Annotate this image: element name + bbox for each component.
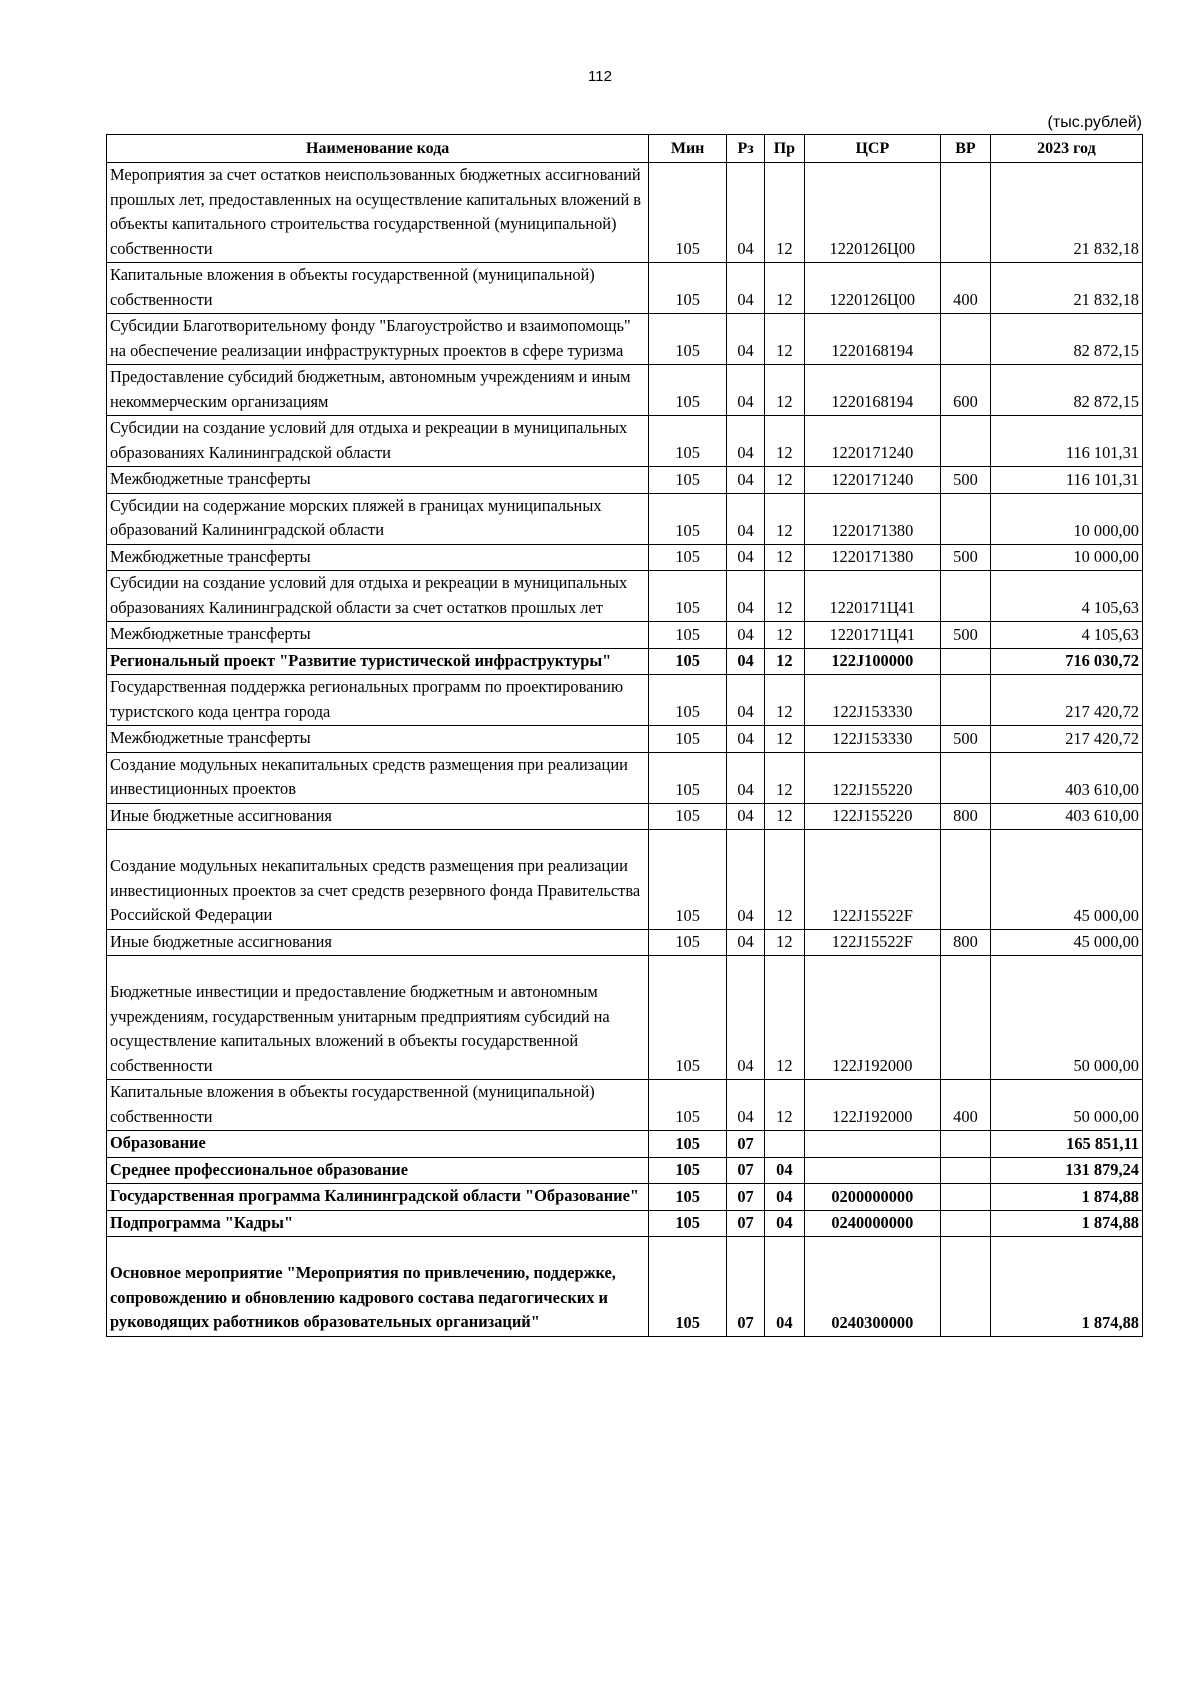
header-name: Наименование кода: [107, 135, 649, 163]
budget-table: [106, 134, 1143, 1337]
cell-min: 105: [649, 163, 727, 263]
cell-pr: 12: [765, 1080, 804, 1131]
table-row: [107, 263, 1143, 314]
cell-csr: 1220171380: [804, 544, 941, 571]
cell-pr: 12: [765, 648, 804, 675]
cell-rz: 07: [726, 1210, 764, 1237]
cell-csr: 122J100000: [804, 648, 941, 675]
cell-sum: 217 420,72: [990, 675, 1142, 726]
table-row: [107, 1237, 1143, 1337]
cell-vr: [941, 675, 991, 726]
cell-rz: 04: [726, 929, 764, 956]
cell-min: 105: [649, 1237, 727, 1337]
cell-pr: 04: [765, 1237, 804, 1337]
cell-csr: 122J153330: [804, 726, 941, 753]
cell-pr: 12: [765, 467, 804, 494]
cell-name: Предоставление субсидий бюджетным, автономным учреждениям и иным некоммерческим организациям: [107, 365, 649, 416]
cell-name: Межбюджетные трансферты: [107, 622, 649, 649]
cell-min: 105: [649, 544, 727, 571]
cell-sum: 1 874,88: [990, 1184, 1142, 1211]
cell-rz: 04: [726, 467, 764, 494]
cell-sum: 1 874,88: [990, 1237, 1142, 1337]
cell-name: Государственная программа Калининградской области "Образование": [107, 1184, 649, 1211]
cell-name: Подпрограмма "Кадры": [107, 1210, 649, 1237]
cell-csr: 1220168194: [804, 314, 941, 365]
cell-vr: [941, 493, 991, 544]
cell-rz: 04: [726, 263, 764, 314]
cell-sum: 116 101,31: [990, 467, 1142, 494]
cell-csr: 1220126Ц00: [804, 263, 941, 314]
cell-name: Иные бюджетные ассигнования: [107, 803, 649, 830]
cell-csr: 1220171Ц41: [804, 571, 941, 622]
cell-name: Основное мероприятие "Мероприятия по привлечению, поддержке, сопровождению и обновлению кадрового состава педагогических и руководящих работников образовательных организаций": [107, 1237, 649, 1337]
cell-name: Государственная поддержка региональных программ по проектированию туристского кода центра города: [107, 675, 649, 726]
cell-sum: 131 879,24: [990, 1157, 1142, 1184]
cell-sum: 50 000,00: [990, 956, 1142, 1080]
cell-min: 105: [649, 929, 727, 956]
cell-csr: [804, 1131, 941, 1158]
cell-vr: 500: [941, 467, 991, 494]
cell-min: 105: [649, 1184, 727, 1211]
cell-csr: 122J192000: [804, 956, 941, 1080]
cell-pr: 12: [765, 416, 804, 467]
cell-sum: 21 832,18: [990, 263, 1142, 314]
cell-csr: 1220171240: [804, 416, 941, 467]
cell-vr: 800: [941, 803, 991, 830]
table-row: [107, 467, 1143, 494]
cell-vr: [941, 956, 991, 1080]
cell-min: 105: [649, 648, 727, 675]
cell-name: Субсидии на содержание морских пляжей в границах муниципальных образований Калининградской области: [107, 493, 649, 544]
cell-vr: 600: [941, 365, 991, 416]
cell-pr: 12: [765, 675, 804, 726]
cell-pr: 12: [765, 163, 804, 263]
cell-name: Капитальные вложения в объекты государственной (муниципальной) собственности: [107, 263, 649, 314]
cell-vr: 400: [941, 1080, 991, 1131]
table-row: [107, 752, 1143, 803]
cell-rz: 04: [726, 1080, 764, 1131]
cell-min: 105: [649, 263, 727, 314]
cell-rz: 04: [726, 622, 764, 649]
cell-vr: [941, 571, 991, 622]
table-row: [107, 803, 1143, 830]
cell-min: 105: [649, 493, 727, 544]
cell-rz: 07: [726, 1157, 764, 1184]
header-rz: Рз: [726, 135, 764, 163]
table-row: [107, 365, 1143, 416]
cell-pr: 12: [765, 544, 804, 571]
cell-sum: 403 610,00: [990, 752, 1142, 803]
cell-rz: 04: [726, 365, 764, 416]
cell-pr: 12: [765, 263, 804, 314]
cell-vr: 400: [941, 263, 991, 314]
cell-name: Образование: [107, 1131, 649, 1158]
cell-min: 105: [649, 1131, 727, 1158]
cell-name: Региональный проект "Развитие туристической инфраструктуры": [107, 648, 649, 675]
cell-pr: 04: [765, 1184, 804, 1211]
cell-csr: 1220171240: [804, 467, 941, 494]
cell-rz: 04: [726, 314, 764, 365]
cell-sum: 10 000,00: [990, 544, 1142, 571]
cell-sum: 403 610,00: [990, 803, 1142, 830]
cell-sum: 217 420,72: [990, 726, 1142, 753]
cell-pr: 12: [765, 752, 804, 803]
cell-vr: [941, 830, 991, 930]
cell-min: 105: [649, 1080, 727, 1131]
cell-vr: [941, 1237, 991, 1337]
units-label: (тыс.рублей): [1047, 114, 1142, 131]
cell-csr: 0200000000: [804, 1184, 941, 1211]
table-header-row: [107, 135, 1143, 163]
cell-name: Субсидии на создание условий для отдыха и рекреации в муниципальных образованиях Калининградской области: [107, 416, 649, 467]
cell-pr: 12: [765, 314, 804, 365]
cell-sum: 1 874,88: [990, 1210, 1142, 1237]
cell-name: Межбюджетные трансферты: [107, 726, 649, 753]
table-row: [107, 830, 1143, 930]
cell-vr: [941, 1131, 991, 1158]
table-row: [107, 1157, 1143, 1184]
cell-pr: 12: [765, 929, 804, 956]
cell-name: Среднее профессиональное образование: [107, 1157, 649, 1184]
cell-name: Межбюджетные трансферты: [107, 544, 649, 571]
header-min: Мин: [649, 135, 727, 163]
cell-vr: [941, 416, 991, 467]
cell-pr: 04: [765, 1157, 804, 1184]
cell-vr: 500: [941, 544, 991, 571]
cell-csr: 122J155220: [804, 752, 941, 803]
table-row: [107, 544, 1143, 571]
cell-csr: 122J153330: [804, 675, 941, 726]
cell-vr: [941, 1157, 991, 1184]
cell-rz: 07: [726, 1184, 764, 1211]
cell-csr: 1220168194: [804, 365, 941, 416]
cell-min: 105: [649, 675, 727, 726]
table-row: [107, 1131, 1143, 1158]
table-row: [107, 622, 1143, 649]
cell-pr: 04: [765, 1210, 804, 1237]
cell-sum: 10 000,00: [990, 493, 1142, 544]
cell-sum: 716 030,72: [990, 648, 1142, 675]
cell-csr: 1220126Ц00: [804, 163, 941, 263]
cell-rz: 04: [726, 571, 764, 622]
cell-rz: 04: [726, 493, 764, 544]
cell-vr: [941, 1210, 991, 1237]
cell-min: 105: [649, 1210, 727, 1237]
cell-min: 105: [649, 467, 727, 494]
cell-pr: 12: [765, 493, 804, 544]
page-number: 112: [588, 68, 612, 85]
cell-min: 105: [649, 622, 727, 649]
header-pr: Пр: [765, 135, 804, 163]
cell-csr: 0240000000: [804, 1210, 941, 1237]
header-year: 2023 год: [990, 135, 1142, 163]
cell-sum: 82 872,15: [990, 365, 1142, 416]
cell-rz: 04: [726, 726, 764, 753]
cell-min: 105: [649, 416, 727, 467]
cell-pr: 12: [765, 956, 804, 1080]
table-row: [107, 726, 1143, 753]
cell-name: Субсидии Благотворительному фонду "Благоустройство и взаимопомощь" на обеспечение реализации инфраструктурных проектов в сфере туризма: [107, 314, 649, 365]
cell-vr: 500: [941, 622, 991, 649]
table-row: [107, 1210, 1143, 1237]
table-row: [107, 648, 1143, 675]
cell-csr: 122J155220: [804, 803, 941, 830]
cell-csr: 122J15522F: [804, 929, 941, 956]
cell-min: 105: [649, 803, 727, 830]
cell-csr: 0240300000: [804, 1237, 941, 1337]
cell-name: Бюджетные инвестиции и предоставление бюджетным и автономным учреждениям, государственным унитарным предприятиям субсидий на осуществление капитальных вложений в объекты государственной собственности: [107, 956, 649, 1080]
table-row: [107, 493, 1143, 544]
cell-pr: 12: [765, 803, 804, 830]
cell-sum: 82 872,15: [990, 314, 1142, 365]
cell-min: 105: [649, 830, 727, 930]
cell-name: Создание модульных некапитальных средств размещения при реализации инвестиционных проектов: [107, 752, 649, 803]
cell-csr: 122J192000: [804, 1080, 941, 1131]
cell-sum: 45 000,00: [990, 929, 1142, 956]
cell-min: 105: [649, 1157, 727, 1184]
cell-vr: 800: [941, 929, 991, 956]
cell-sum: 116 101,31: [990, 416, 1142, 467]
table-row: [107, 1080, 1143, 1131]
table-row: [107, 1184, 1143, 1211]
table-row: [107, 571, 1143, 622]
cell-pr: 12: [765, 622, 804, 649]
cell-rz: 07: [726, 1131, 764, 1158]
cell-name: Субсидии на создание условий для отдыха и рекреации в муниципальных образованиях Калининградской области за счет остатков прошлых лет: [107, 571, 649, 622]
cell-min: 105: [649, 571, 727, 622]
cell-rz: 04: [726, 648, 764, 675]
cell-name: Иные бюджетные ассигнования: [107, 929, 649, 956]
cell-sum: 45 000,00: [990, 830, 1142, 930]
cell-rz: 07: [726, 1237, 764, 1337]
cell-vr: [941, 752, 991, 803]
cell-pr: 12: [765, 571, 804, 622]
cell-vr: [941, 648, 991, 675]
cell-rz: 04: [726, 544, 764, 571]
table-row: [107, 314, 1143, 365]
cell-csr: 1220171Ц41: [804, 622, 941, 649]
table-row: [107, 929, 1143, 956]
cell-pr: 12: [765, 365, 804, 416]
cell-rz: 04: [726, 416, 764, 467]
header-vr: ВР: [941, 135, 991, 163]
cell-name: Создание модульных некапитальных средств размещения при реализации инвестиционных проектов за счет средств резервного фонда Правительства Российской Федерации: [107, 830, 649, 930]
cell-rz: 04: [726, 752, 764, 803]
cell-min: 105: [649, 314, 727, 365]
cell-name: Межбюджетные трансферты: [107, 467, 649, 494]
cell-rz: 04: [726, 830, 764, 930]
cell-vr: [941, 1184, 991, 1211]
cell-csr: 122J15522F: [804, 830, 941, 930]
cell-sum: 4 105,63: [990, 622, 1142, 649]
cell-vr: 500: [941, 726, 991, 753]
cell-min: 105: [649, 956, 727, 1080]
cell-vr: [941, 163, 991, 263]
cell-name: Капитальные вложения в объекты государственной (муниципальной) собственности: [107, 1080, 649, 1131]
cell-csr: [804, 1157, 941, 1184]
table-row: [107, 416, 1143, 467]
cell-sum: 165 851,11: [990, 1131, 1142, 1158]
cell-rz: 04: [726, 956, 764, 1080]
cell-min: 105: [649, 752, 727, 803]
cell-pr: 12: [765, 726, 804, 753]
cell-min: 105: [649, 365, 727, 416]
cell-rz: 04: [726, 163, 764, 263]
cell-sum: 50 000,00: [990, 1080, 1142, 1131]
table-row: [107, 956, 1143, 1080]
cell-pr: [765, 1131, 804, 1158]
table-row: [107, 675, 1143, 726]
cell-csr: 1220171380: [804, 493, 941, 544]
cell-pr: 12: [765, 830, 804, 930]
table-row: [107, 163, 1143, 263]
cell-rz: 04: [726, 675, 764, 726]
cell-sum: 4 105,63: [990, 571, 1142, 622]
cell-vr: [941, 314, 991, 365]
cell-min: 105: [649, 726, 727, 753]
cell-rz: 04: [726, 803, 764, 830]
cell-sum: 21 832,18: [990, 163, 1142, 263]
cell-name: Мероприятия за счет остатков неиспользованных бюджетных ассигнований прошлых лет, предоставленных на осуществление капитальных вложений в объекты капитального строительства государственной (муниципальной) собственности: [107, 163, 649, 263]
table-body: [107, 163, 1143, 1337]
header-csr: ЦСР: [804, 135, 941, 163]
